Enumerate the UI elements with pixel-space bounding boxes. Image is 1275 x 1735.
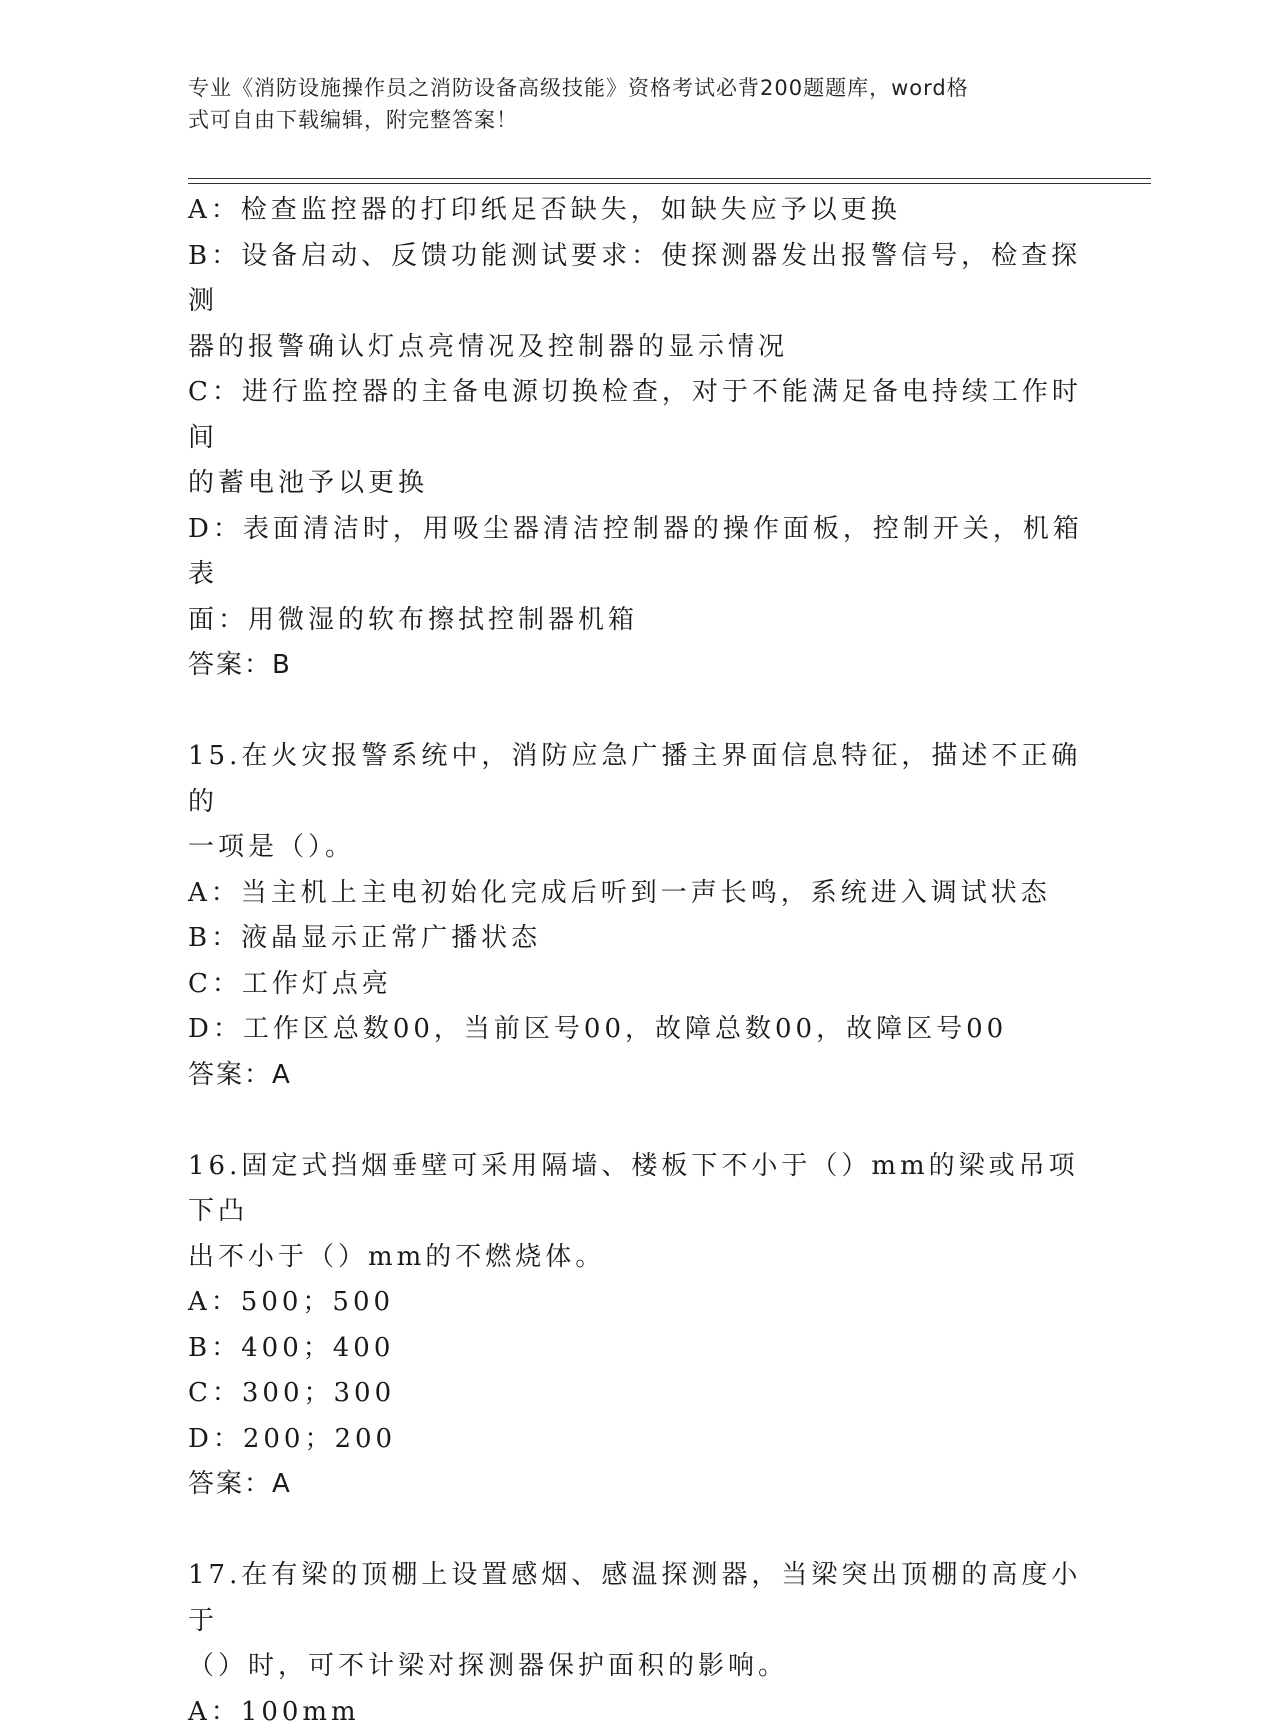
question-stem-line-1: 17.在有梁的顶棚上设置感烟、感温探测器，当梁突出顶棚的高度小于: [188, 1553, 1088, 1644]
question-17: [188, 1553, 1088, 1735]
spacer: [188, 689, 1088, 735]
question-stem-line-2: 出不小于（）mm的不燃烧体。: [188, 1235, 1088, 1281]
question-list: [188, 188, 1088, 1735]
question-stem-line-1: 15.在火灾报警系统中，消防应急广播主界面信息特征，描述不正确的: [188, 734, 1088, 825]
option-a: A：100mm: [188, 1690, 1088, 1735]
option-b-line-1: B：设备启动、反馈功能测试要求：使探测器发出报警信号，检查探测: [188, 234, 1088, 325]
header-divider-top: [188, 178, 1151, 179]
answer: 答案：B: [188, 643, 1088, 689]
option-c: C：工作灯点亮: [188, 962, 1088, 1008]
question-stem-line-1: 16.固定式挡烟垂壁可采用隔墙、楼板下不小于（）mm的梁或吊项下凸: [188, 1144, 1088, 1235]
header-line-2: 式可自由下载编辑，附完整答案！: [188, 104, 1068, 136]
option-d-line-2: 面：用微湿的软布擦拭控制器机箱: [188, 598, 1088, 644]
option-b: B：液晶显示正常广播状态: [188, 916, 1088, 962]
option-c-line-2: 的蓄电池予以更换: [188, 461, 1088, 507]
question-16: [188, 1144, 1088, 1508]
option-d-line-1: D：表面清洁时，用吸尘器清洁控制器的操作面板，控制开关，机箱表: [188, 507, 1088, 598]
option-b-line-2: 器的报警确认灯点亮情况及控制器的显示情况: [188, 325, 1088, 371]
option-d: D：200；200: [188, 1417, 1088, 1463]
spacer: [188, 1098, 1088, 1144]
header-divider-bottom: [188, 183, 1151, 184]
answer: 答案：A: [188, 1053, 1088, 1099]
document-header: [188, 72, 1068, 136]
answer: 答案：A: [188, 1462, 1088, 1508]
option-a: A：500；500: [188, 1280, 1088, 1326]
option-c: C：300；300: [188, 1371, 1088, 1417]
option-a: A：当主机上主电初始化完成后听到一声长鸣，系统进入调试状态: [188, 871, 1088, 917]
option-a: A：检查监控器的打印纸足否缺失，如缺失应予以更换: [188, 188, 1088, 234]
option-c-line-1: C：进行监控器的主备电源切换检查，对于不能满足备电持续工作时间: [188, 370, 1088, 461]
header-line-1: 专业《消防设施操作员之消防设备高级技能》资格考试必背200题题库，word格: [188, 72, 1068, 104]
question-14: [188, 188, 1088, 689]
question-stem-line-2: （）时，可不计梁对探测器保护面积的影响。: [188, 1644, 1088, 1690]
option-d: D：工作区总数00，当前区号00，故障总数00，故障区号00: [188, 1007, 1088, 1053]
question-15: [188, 734, 1088, 1098]
question-stem-line-2: 一项是（）。: [188, 825, 1088, 871]
option-b: B：400；400: [188, 1326, 1088, 1372]
spacer: [188, 1508, 1088, 1554]
